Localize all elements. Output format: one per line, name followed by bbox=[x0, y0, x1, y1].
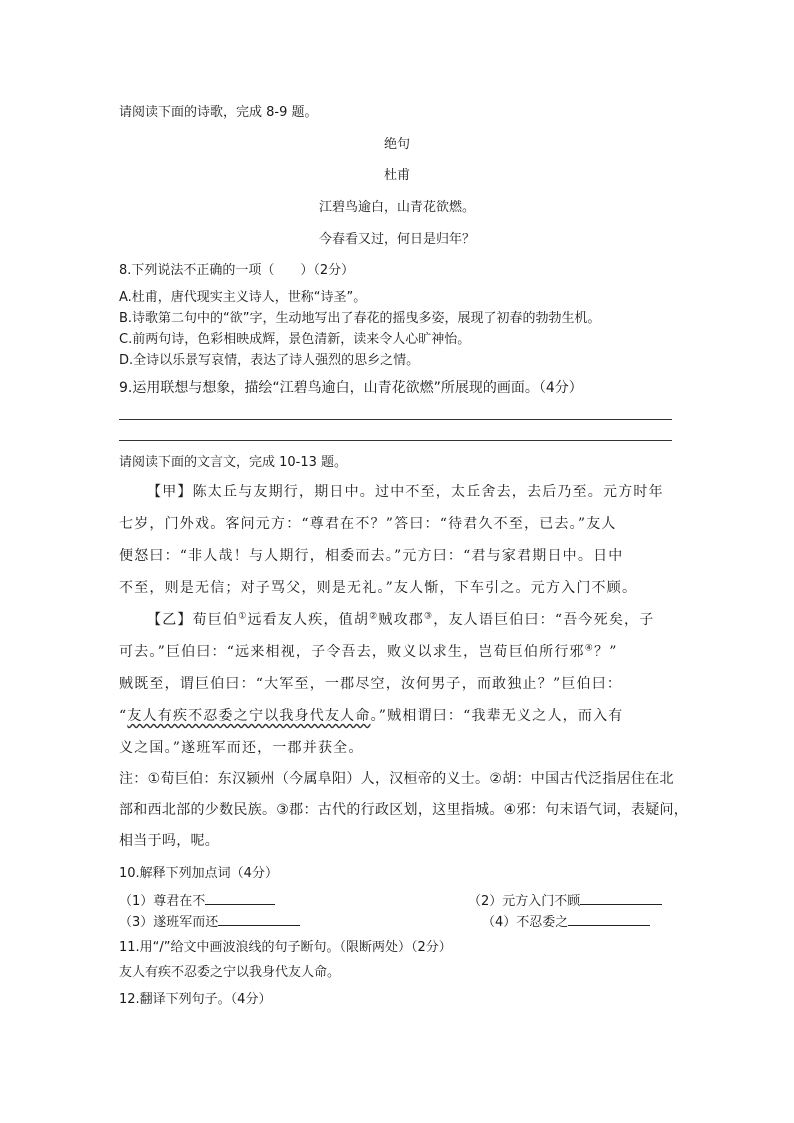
yi-text: 贼攻郡 bbox=[378, 612, 424, 628]
passage-yi-line-4 bbox=[119, 708, 623, 724]
q9-answer-line-1[interactable] bbox=[119, 419, 672, 420]
q11-stem: 11.用“/”给文中画波浪线的句子断句。（限断两处）（2分） bbox=[119, 940, 452, 955]
intro-classical: 请阅读下面的文言文，完成 10-13 题。 bbox=[119, 455, 348, 470]
q8-stem: 8.下列说法不正确的一项（ ）（2分） bbox=[119, 263, 355, 278]
yi-text: 。”贼相谓曰：“我辈无义之人，而入有 bbox=[370, 708, 624, 724]
note-marker: ③ bbox=[423, 611, 434, 622]
passage-jia-line-2: 七岁，门外戏。客问元方：“尊君在不？”答曰：“待君久不至，已去。”友人 bbox=[119, 516, 617, 532]
note-marker: ② bbox=[369, 611, 379, 622]
q10-item-label: （2）元方入门不顾 bbox=[468, 894, 581, 909]
passage-yi-line-2 bbox=[119, 644, 618, 660]
note-line-3: 相当于吗，呢。 bbox=[119, 833, 220, 849]
q8-option-a: A.杜甫，唐代现实主义诗人，世称“诗圣”。 bbox=[119, 290, 367, 305]
poem-author: 杜甫 bbox=[383, 168, 410, 183]
yi-text: 远看友人疾，值胡 bbox=[247, 612, 370, 628]
passage-jia-line-4: 不至，则是无信；对子骂父，则是无礼。”友人惭，下车引之。元方入门不顾。 bbox=[119, 580, 638, 596]
q10-item-4 bbox=[482, 913, 650, 931]
yi-text: ？” bbox=[594, 644, 618, 660]
q9-answer-line-2[interactable] bbox=[119, 440, 672, 441]
passage-yi-line-3: 贼既至，谓巨伯曰：“大军至，一郡尽空，汝何男子，而敢独止？”巨伯曰： bbox=[119, 676, 623, 692]
note-marker: ① bbox=[238, 611, 248, 622]
passage-jia-line-3: 便怒曰：“非人哉！与人期行，相委而去。”元方曰：“君与家君期日中。日中 bbox=[119, 548, 624, 564]
q10-item-3 bbox=[119, 913, 300, 931]
poem-title: 绝句 bbox=[383, 137, 410, 152]
passage-yi-line-5: 义之国。”遂班军而还，一郡并获全。 bbox=[119, 740, 364, 756]
q10-item-label: （4）不忍委之 bbox=[482, 915, 569, 930]
answer-blank[interactable] bbox=[218, 913, 300, 926]
yi-text: 可去。”巨伯曰：“远来相视，子令吾去，败义以求生，岂荀巨伯所行邪 bbox=[119, 644, 585, 660]
answer-blank[interactable] bbox=[568, 913, 650, 926]
intro-poem: 请阅读下面的诗歌，完成 8-9 题。 bbox=[119, 105, 318, 120]
passage-yi-line-1 bbox=[147, 612, 654, 628]
note-marker: ④ bbox=[584, 643, 594, 654]
q10-item-2 bbox=[468, 892, 662, 910]
q12-stem: 12.翻译下列句子。（4分） bbox=[119, 992, 272, 1007]
q8-option-d: D.全诗以乐景写哀情，表达了诗人强烈的思乡之情。 bbox=[119, 353, 420, 368]
q8-option-c: C.前两句诗，色彩相映成辉，景色清新，读来令人心旷神怡。 bbox=[119, 332, 471, 347]
q9-stem: 9.运用联想与想象，描绘“江碧鸟逾白，山青花欲燃”所展现的画面。（4分） bbox=[119, 380, 583, 396]
yi-text: “ bbox=[119, 708, 128, 724]
poem-line-1: 江碧鸟逾白，山青花欲燃。 bbox=[318, 200, 475, 215]
yi-text: ，友人语巨伯曰：“吾今死矣，子 bbox=[433, 612, 655, 628]
q8-option-b: B.诗歌第二句中的“欲”字，生动地写出了春花的摇曳多姿，展现了初春的勃勃生机。 bbox=[119, 311, 601, 326]
q11-sentence: 友人有疾不忍委之宁以我身代友人命。 bbox=[119, 965, 341, 980]
answer-blank[interactable] bbox=[580, 892, 662, 905]
yi-text: 【乙】荀巨伯 bbox=[147, 612, 239, 628]
answer-blank[interactable] bbox=[205, 892, 275, 905]
passage-jia-line-1: 【甲】陈太丘与友期行，期日中。过中不至，太丘舍去，去后乃至。元方时年 bbox=[147, 484, 664, 500]
poem-line-2: 今春看又过，何日是归年？ bbox=[318, 232, 475, 247]
note-line-2: 部和西北部的少数民族。③郡：古代的行政区划，这里指城。④邪：句末语气词，表疑问， bbox=[119, 802, 689, 818]
q10-item-label: （1）尊君在不 bbox=[119, 894, 206, 909]
q10-item-1 bbox=[119, 892, 275, 910]
note-line-1: 注：①荀巨伯：东汉颍州（今属阜阳）人，汉桓帝的义士。②胡：中国古代泛指居住在北 bbox=[119, 771, 674, 787]
q10-stem: 10.解释下列加点词（4分） bbox=[119, 866, 278, 881]
q10-item-label: （3）遂班军而还 bbox=[119, 915, 219, 930]
wavy-underlined-sentence: 友人有疾不忍委之宁以我身代友人命 bbox=[127, 708, 371, 724]
